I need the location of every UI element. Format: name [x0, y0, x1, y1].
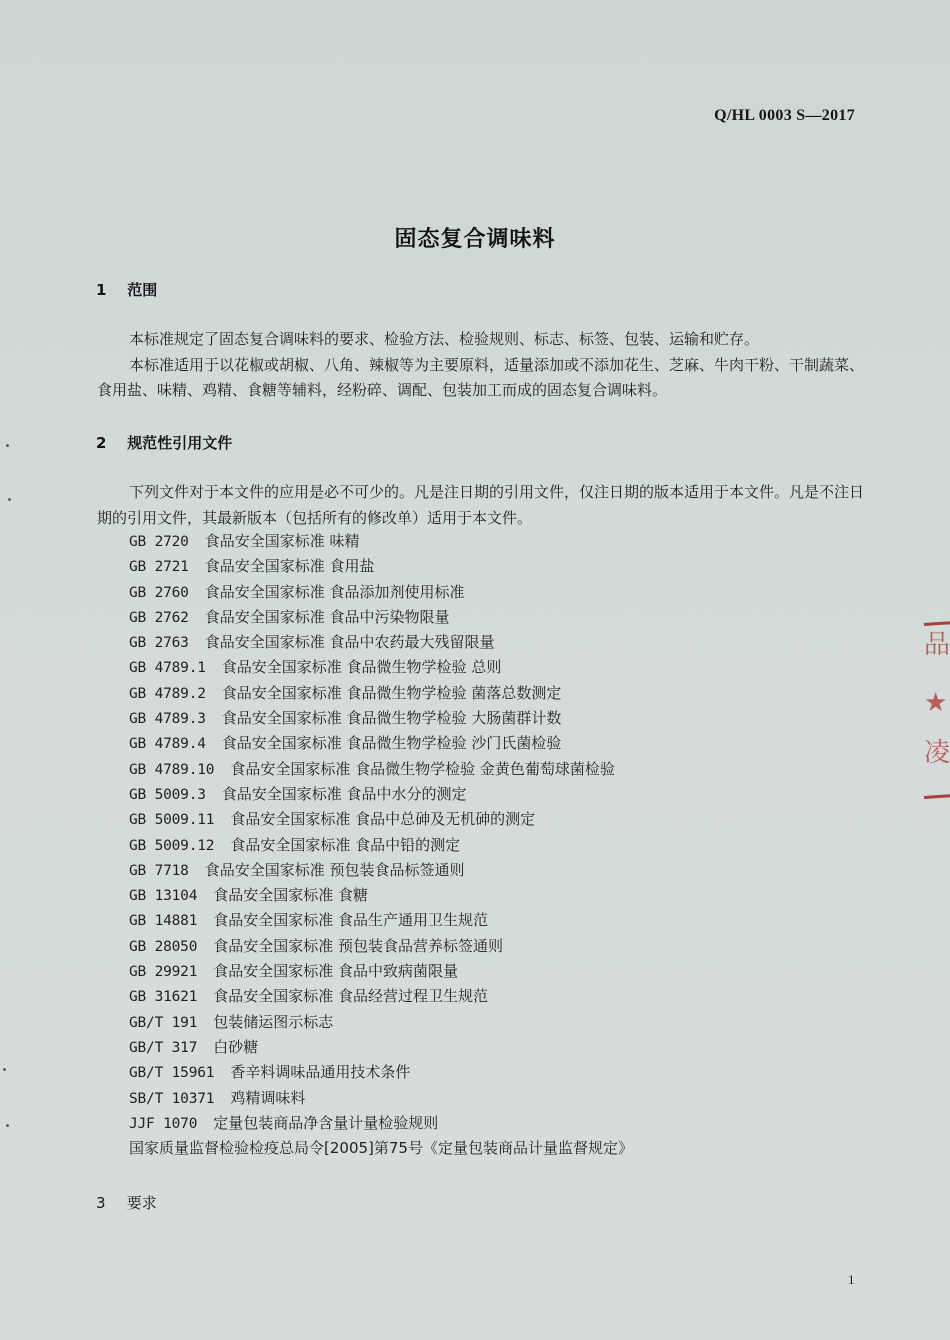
reference-title: 食品安全国家标准 食品添加剂使用标准	[204, 582, 465, 601]
reference-title: 食品安全国家标准 食品生产通用卫生规范	[213, 911, 489, 930]
document-code	[714, 107, 855, 125]
reference-title: 食品安全国家标准 食品中总砷及无机砷的测定	[230, 810, 536, 829]
reference-item	[129, 1060, 633, 1085]
reference-code: GB 2721	[129, 559, 189, 576]
reference-item	[129, 605, 633, 630]
reference-title: 食品安全国家标准 预包装食品营养标签通则	[213, 936, 504, 955]
section-heading-normative-references	[96, 432, 232, 453]
reference-title: 食品安全国家标准 食品中致病菌限量	[213, 962, 459, 981]
stamp-char: 品	[924, 630, 950, 660]
reference-title: 食品安全国家标准 食品中污染物限量	[204, 607, 450, 626]
reference-title: 食品安全国家标准 食品微生物学检验 沙门氏菌检验	[221, 734, 562, 753]
paragraph: 本标准适用于以花椒或胡椒、八角、辣椒等为主要原料，适量添加或不添加花生、芝麻、牛肉干粉、干制蔬菜、食用盐、味精、鸡精、食糖等辅料，经粉碎、调配、包装加工而成的固态复合调味料。	[97, 355, 865, 399]
reference-title: 食品安全国家标准 食品微生物学检验 总则	[221, 658, 502, 677]
reference-title: 食品安全国家标准 食用盐	[204, 557, 375, 576]
section-heading-scope	[96, 279, 157, 300]
seal-stamp	[922, 610, 950, 805]
reference-item	[129, 807, 633, 832]
reference-code: JJF 1070	[129, 1115, 198, 1132]
reference-code: GB 28050	[129, 938, 198, 955]
reference-title: 食品安全国家标准 食品中铅的测定	[230, 835, 461, 854]
scan-speck	[6, 1124, 9, 1127]
section-number: 1	[96, 281, 107, 299]
reference-title: 食品安全国家标准 食品中水分的测定	[221, 784, 467, 803]
reference-code: GB 4789.2	[129, 685, 206, 702]
reference-code: GB 31621	[129, 989, 198, 1006]
reference-item	[129, 934, 633, 959]
section-number: 2	[96, 434, 107, 452]
reference-code: GB 5009.12	[129, 837, 215, 854]
paragraph: 本标准规定了固态复合调味料的要求、检验方法、检验规则、标志、标签、包装、运输和贮存。	[129, 330, 760, 348]
reference-item	[129, 1010, 633, 1035]
reference-item	[129, 858, 633, 883]
reference-code: GB 4789.1	[129, 660, 206, 677]
reference-code: GB 2763	[129, 635, 189, 652]
reference-item	[129, 529, 633, 554]
reference-code: GB 5009.3	[129, 786, 206, 803]
section-number: 3	[96, 1194, 106, 1212]
reference-code: GB 29921	[129, 964, 198, 981]
reference-code: GB 13104	[129, 888, 198, 905]
reference-item	[129, 959, 633, 984]
reference-item	[129, 908, 633, 933]
reference-title: 食品安全国家标准 食品微生物学检验 菌落总数测定	[221, 683, 562, 702]
reference-item	[129, 1111, 633, 1136]
reference-title: 食品安全国家标准 食糖	[213, 886, 369, 905]
reference-code: GB 4789.4	[129, 736, 206, 753]
reference-code: GB 2762	[129, 609, 189, 626]
section-heading-requirements	[96, 1192, 157, 1213]
stamp-bottom-border	[924, 794, 950, 799]
reference-title: 白砂糖	[213, 1037, 259, 1056]
reference-title: 国家质量监督检验检疫总局令[2005]第75号《定量包装商品计量监督规定》	[129, 1139, 633, 1158]
reference-code: GB/T 15961	[129, 1065, 215, 1082]
reference-item	[129, 782, 633, 807]
paragraph: 下列文件对于本文件的应用是必不可少的。凡是注日期的引用文件，仅注日期的版本适用于本文件。凡是不注日期的引用文件，其最新版本（包括所有的修改单）适用于本文件。	[97, 483, 865, 527]
reference-item	[129, 984, 633, 1009]
reference-title: 定量包装商品净含量计量检验规则	[213, 1113, 439, 1132]
reference-title: 食品安全国家标准 食品微生物学检验 大肠菌群计数	[221, 709, 562, 728]
reference-item	[129, 757, 633, 782]
reference-title: 食品安全国家标准 预包装食品标签通则	[204, 860, 465, 879]
references-intro	[97, 480, 867, 531]
stamp-star-icon: ★	[924, 688, 948, 718]
scan-speck	[3, 1068, 6, 1071]
reference-item	[129, 630, 633, 655]
reference-item	[129, 731, 633, 756]
reference-title: 食品安全国家标准 味精	[204, 532, 360, 550]
document-code-text: Q/HL 0003 S—2017	[714, 107, 855, 124]
page-number: 1	[848, 1272, 855, 1287]
reference-title: 食品安全国家标准 食品经营过程卫生规范	[213, 987, 489, 1006]
reference-item	[129, 580, 633, 605]
reference-item	[129, 1035, 633, 1060]
reference-code: GB 7718	[129, 862, 189, 879]
section-title: 要求	[126, 1194, 157, 1212]
reference-code: GB 2720	[129, 534, 189, 550]
reference-code: GB/T 191	[129, 1014, 198, 1031]
reference-title: 鸡精调味料	[230, 1088, 306, 1107]
scan-speck	[8, 498, 11, 501]
reference-code: SB/T 10371	[129, 1090, 215, 1107]
section-title: 范围	[127, 281, 158, 299]
reference-item-regulation	[129, 1136, 633, 1161]
reference-code: GB 4789.10	[129, 761, 215, 778]
reference-code: GB 5009.11	[129, 812, 215, 829]
reference-item	[129, 883, 633, 908]
reference-item	[129, 554, 633, 579]
reference-code: GB/T 317	[129, 1039, 198, 1056]
scan-speck	[6, 444, 9, 447]
reference-list	[129, 529, 633, 1161]
reference-title: 香辛料调味品通用技术条件	[230, 1063, 411, 1082]
reference-item	[129, 706, 633, 731]
reference-title: 食品安全国家标准 食品微生物学检验 金黄色葡萄球菌检验	[230, 759, 615, 778]
stamp-char: 凌	[924, 738, 950, 768]
reference-title: 包装储运图示标志	[213, 1012, 334, 1031]
reference-item	[129, 681, 633, 706]
reference-item	[129, 1086, 633, 1111]
document-title: 固态复合调味料	[394, 227, 556, 252]
reference-code: GB 14881	[129, 913, 198, 930]
reference-title: 食品安全国家标准 食品中农药最大残留限量	[204, 633, 495, 652]
scope-body	[97, 327, 867, 404]
reference-code: GB 4789.3	[129, 711, 206, 728]
stamp-top-border	[924, 621, 950, 626]
reference-item	[129, 833, 633, 858]
section-title: 规范性引用文件	[127, 434, 233, 452]
reference-item	[129, 655, 633, 680]
reference-code: GB 2760	[129, 584, 189, 601]
